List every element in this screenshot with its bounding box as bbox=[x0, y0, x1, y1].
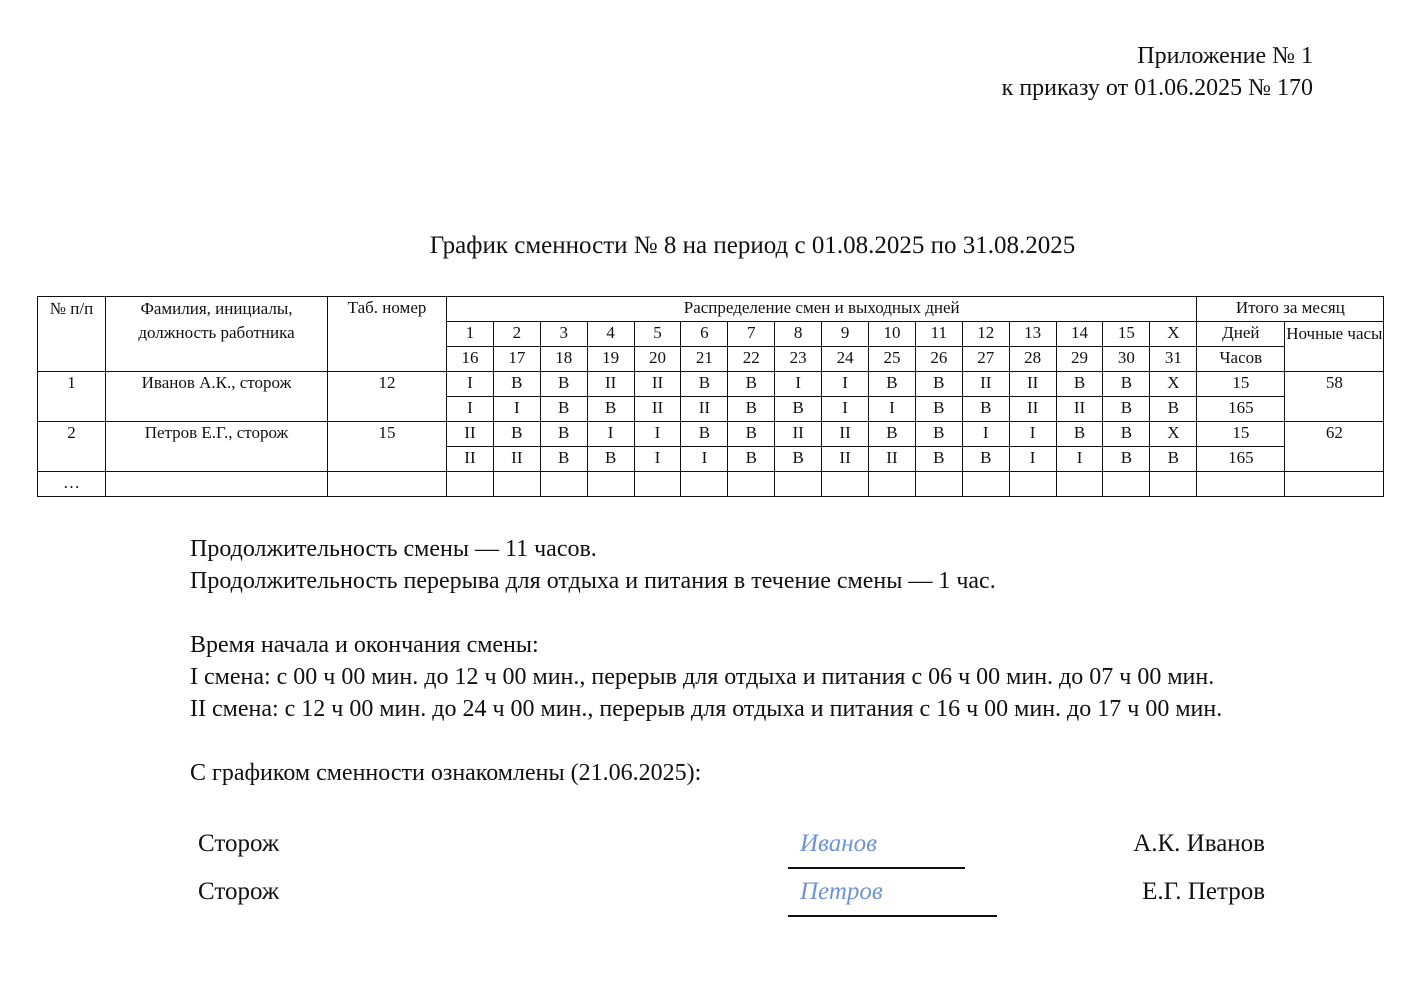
shift-cell: I bbox=[775, 372, 822, 397]
day-number: 3 bbox=[540, 322, 587, 347]
day-number: 19 bbox=[587, 347, 634, 372]
header-hours: Часов bbox=[1197, 347, 1285, 372]
shift-cell: В bbox=[1103, 372, 1150, 397]
handwritten-signature: Петров bbox=[800, 878, 883, 905]
empty-cell bbox=[1056, 472, 1103, 497]
shift-cell: II bbox=[1056, 397, 1103, 422]
day-number: 30 bbox=[1103, 347, 1150, 372]
day-number: 25 bbox=[869, 347, 916, 372]
shift-cell: В bbox=[915, 447, 962, 472]
day-number: 10 bbox=[869, 322, 916, 347]
header-total: Итого за месяц bbox=[1197, 297, 1384, 322]
employee-name: Петров Е.Г., сторож bbox=[106, 422, 328, 472]
empty-cell bbox=[681, 472, 728, 497]
day-number: 6 bbox=[681, 322, 728, 347]
day-number: 24 bbox=[822, 347, 869, 372]
shift-cell: I bbox=[822, 372, 869, 397]
shift-cell: II bbox=[962, 372, 1009, 397]
shift-cell: II bbox=[447, 447, 494, 472]
empty-cell bbox=[106, 472, 328, 497]
signature-position: Сторож bbox=[198, 830, 280, 857]
night-hours: 58 bbox=[1285, 372, 1384, 422]
day-number: 26 bbox=[915, 347, 962, 372]
shift-cell: I bbox=[634, 422, 681, 447]
shift-cell: В bbox=[587, 447, 634, 472]
shift-cell: В bbox=[493, 372, 540, 397]
empty-cell bbox=[328, 472, 447, 497]
shift-cell: II bbox=[681, 397, 728, 422]
day-number: 17 bbox=[493, 347, 540, 372]
empty-cell bbox=[1197, 472, 1285, 497]
handwritten-signature: Иванов bbox=[800, 830, 877, 857]
day-number: 5 bbox=[634, 322, 681, 347]
shift-cell: В bbox=[728, 397, 775, 422]
shift-cell: В bbox=[540, 447, 587, 472]
empty-cell bbox=[1103, 472, 1150, 497]
shift-cell: II bbox=[822, 422, 869, 447]
shift-cell: В bbox=[1103, 397, 1150, 422]
shift-cell: I bbox=[1009, 447, 1056, 472]
day-number: 29 bbox=[1056, 347, 1103, 372]
shift-cell: В bbox=[775, 397, 822, 422]
table-row bbox=[38, 472, 1384, 497]
table-row bbox=[38, 422, 1384, 447]
shift-cell: II bbox=[634, 372, 681, 397]
shift-cell: I bbox=[587, 422, 634, 447]
signature-row bbox=[0, 830, 1418, 870]
total-days: 15 bbox=[1197, 422, 1285, 447]
document-title: График сменности № 8 на период с 01.08.2025 по 31.08.2025 bbox=[429, 232, 1076, 259]
header-days: Дней bbox=[1197, 322, 1285, 347]
shift-cell: В bbox=[962, 447, 1009, 472]
day-number: 23 bbox=[775, 347, 822, 372]
shift-cell: В bbox=[1056, 422, 1103, 447]
signature-name: А.К. Иванов bbox=[1133, 830, 1265, 857]
day-number: 12 bbox=[962, 322, 1009, 347]
empty-cell bbox=[728, 472, 775, 497]
shift-cell: I bbox=[822, 397, 869, 422]
day-number: 9 bbox=[822, 322, 869, 347]
day-number: 21 bbox=[681, 347, 728, 372]
header-name: Фамилия, инициалы, должность работника bbox=[106, 297, 328, 372]
shift-cell: В bbox=[728, 447, 775, 472]
ellipsis-cell: … bbox=[38, 472, 106, 497]
break-duration: Продолжительность перерыва для отдыха и питания в течение смены — 1 час. bbox=[190, 568, 996, 594]
header-row-1 bbox=[38, 297, 1384, 322]
order-reference: к приказу от 01.06.2025 № 170 bbox=[1001, 75, 1313, 101]
signature-line bbox=[788, 867, 965, 869]
shift-cell: В bbox=[915, 397, 962, 422]
empty-cell bbox=[915, 472, 962, 497]
shift-cell: I bbox=[1056, 447, 1103, 472]
shift-cell: В bbox=[493, 422, 540, 447]
shift-cell: I bbox=[493, 397, 540, 422]
shift-cell: II bbox=[587, 372, 634, 397]
empty-cell bbox=[540, 472, 587, 497]
shift-cell: I bbox=[447, 397, 494, 422]
acknowledgement-line: С графиком сменности ознакомлены (21.06.2025): bbox=[190, 760, 702, 786]
shift-cell: В bbox=[915, 372, 962, 397]
day-number: 7 bbox=[728, 322, 775, 347]
day-number: 31 bbox=[1150, 347, 1197, 372]
shift-1-times: I смена: с 00 ч 00 мин. до 12 ч 00 мин., перерыв для отдыха и питания с 06 ч 00 мин. до 07 ч 00 мин. bbox=[190, 664, 1215, 690]
shift-cell: I bbox=[681, 447, 728, 472]
shift-cell: X bbox=[1150, 372, 1197, 397]
employee-name: Иванов А.К., сторож bbox=[106, 372, 328, 422]
day-number: 22 bbox=[728, 347, 775, 372]
shift-schedule-table bbox=[37, 296, 1384, 497]
shift-cell: II bbox=[869, 447, 916, 472]
signature-row bbox=[0, 878, 1418, 918]
header-night: Ночные часы bbox=[1285, 322, 1384, 372]
shift-cell: В bbox=[869, 422, 916, 447]
empty-cell bbox=[493, 472, 540, 497]
day-number: 2 bbox=[493, 322, 540, 347]
personnel-number: 12 bbox=[328, 372, 447, 422]
shift-cell: II bbox=[822, 447, 869, 472]
header-num: № п/п bbox=[38, 297, 106, 372]
notes-block bbox=[190, 533, 1222, 789]
shift-cell: I bbox=[962, 422, 1009, 447]
empty-cell bbox=[1285, 472, 1384, 497]
shift-cell: I bbox=[1009, 422, 1056, 447]
shift-cell: В bbox=[587, 397, 634, 422]
empty-cell bbox=[1009, 472, 1056, 497]
day-number: 20 bbox=[634, 347, 681, 372]
shift-2-times: II смена: с 12 ч 00 мин. до 24 ч 00 мин., перерыв для отдыха и питания с 16 ч 00 мин. до 17 ч 00 мин. bbox=[190, 696, 1223, 722]
shift-cell: В bbox=[915, 422, 962, 447]
shift-cell: II bbox=[1009, 397, 1056, 422]
signature-line bbox=[788, 915, 997, 917]
day-number: 1 bbox=[447, 322, 494, 347]
day-number: 27 bbox=[962, 347, 1009, 372]
day-number: 16 bbox=[447, 347, 494, 372]
empty-cell bbox=[1150, 472, 1197, 497]
empty-cell bbox=[962, 472, 1009, 497]
shift-cell: II bbox=[1009, 372, 1056, 397]
total-hours: 165 bbox=[1197, 447, 1285, 472]
shift-cell: II bbox=[634, 397, 681, 422]
day-number: 14 bbox=[1056, 322, 1103, 347]
day-number: 18 bbox=[540, 347, 587, 372]
empty-cell bbox=[634, 472, 681, 497]
shift-cell: В bbox=[1150, 447, 1197, 472]
day-number: X bbox=[1150, 322, 1197, 347]
day-number: 11 bbox=[915, 322, 962, 347]
shift-cell: В bbox=[681, 422, 728, 447]
empty-cell bbox=[869, 472, 916, 497]
signature-position: Сторож bbox=[198, 878, 280, 905]
shift-cell: В bbox=[728, 372, 775, 397]
day-number: 13 bbox=[1009, 322, 1056, 347]
total-days: 15 bbox=[1197, 372, 1285, 397]
row-number: 2 bbox=[38, 422, 106, 472]
shift-cell: X bbox=[1150, 422, 1197, 447]
shift-cell: В bbox=[540, 422, 587, 447]
day-number: 15 bbox=[1103, 322, 1150, 347]
total-hours: 165 bbox=[1197, 397, 1285, 422]
shift-cell: В bbox=[681, 372, 728, 397]
shift-cell: В bbox=[540, 372, 587, 397]
shift-cell: I bbox=[869, 397, 916, 422]
shift-cell: II bbox=[775, 422, 822, 447]
shift-cell: II bbox=[493, 447, 540, 472]
personnel-number: 15 bbox=[328, 422, 447, 472]
shift-cell: В bbox=[1150, 397, 1197, 422]
shift-cell: В bbox=[1103, 447, 1150, 472]
day-number: 8 bbox=[775, 322, 822, 347]
shift-cell: II bbox=[447, 422, 494, 447]
empty-cell bbox=[822, 472, 869, 497]
shift-cell: В bbox=[1056, 372, 1103, 397]
appendix-header bbox=[1002, 40, 1313, 104]
shift-cell: В bbox=[775, 447, 822, 472]
empty-cell bbox=[775, 472, 822, 497]
day-number: 4 bbox=[587, 322, 634, 347]
shift-cell: В bbox=[540, 397, 587, 422]
signature-name: Е.Г. Петров bbox=[1142, 878, 1265, 905]
night-hours: 62 bbox=[1285, 422, 1384, 472]
empty-cell bbox=[587, 472, 634, 497]
appendix-number: Приложение № 1 bbox=[1137, 43, 1313, 69]
empty-cell bbox=[447, 472, 494, 497]
row-number: 1 bbox=[38, 372, 106, 422]
shift-cell: В bbox=[962, 397, 1009, 422]
table-row bbox=[38, 372, 1384, 397]
shift-cell: I bbox=[634, 447, 681, 472]
day-number: 28 bbox=[1009, 347, 1056, 372]
shift-cell: В bbox=[728, 422, 775, 447]
shift-cell: В bbox=[869, 372, 916, 397]
shift-duration: Продолжительность смены — 11 часов. bbox=[190, 536, 597, 562]
shift-cell: В bbox=[1103, 422, 1150, 447]
header-tab: Таб. номер bbox=[328, 297, 447, 372]
shift-times-heading: Время начала и окончания смены: bbox=[190, 632, 539, 658]
shift-cell: I bbox=[447, 372, 494, 397]
header-distribution: Распределение смен и выходных дней bbox=[447, 297, 1197, 322]
